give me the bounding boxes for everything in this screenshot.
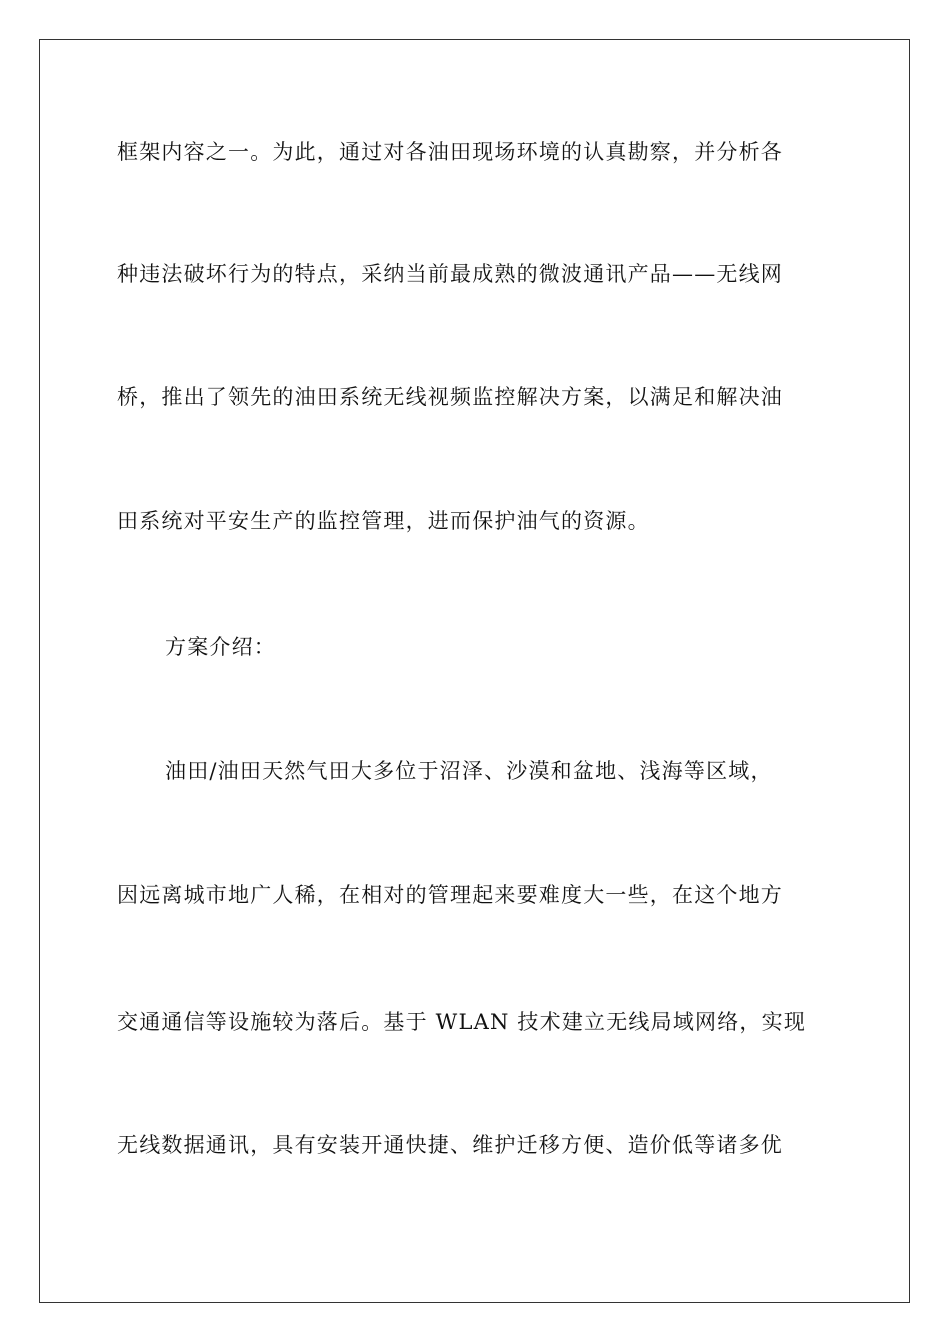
body-text-line: 田系统对平安生产的监控管理，进而保护油气的资源。 xyxy=(117,509,650,533)
body-text-line: 油田/油田天然气田大多位于沼泽、沙漠和盆地、浅海等区域， xyxy=(165,759,773,783)
body-text-line: 种违法破坏行为的特点，采纳当前最成熟的微波通讯产品——无线网 xyxy=(117,262,783,286)
body-text-line: 因远离城市地广人稀，在相对的管理起来要难度大一些，在这个地方 xyxy=(117,883,783,907)
body-text-line: 交通通信等设施较为落后。基于 WLAN 技术建立无线局域网络，实现 xyxy=(117,1010,807,1034)
section-heading: 方案介绍： xyxy=(165,635,276,659)
page-border xyxy=(39,39,910,1303)
body-text-line: 无线数据通讯，具有安装开通快捷、维护迁移方便、造价低等诸多优 xyxy=(117,1133,783,1157)
body-text-line: 框架内容之一。为此，通过对各油田现场环境的认真勘察，并分析各 xyxy=(117,140,783,164)
body-text-line: 桥，推出了领先的油田系统无线视频监控解决方案，以满足和解决油 xyxy=(117,385,783,409)
